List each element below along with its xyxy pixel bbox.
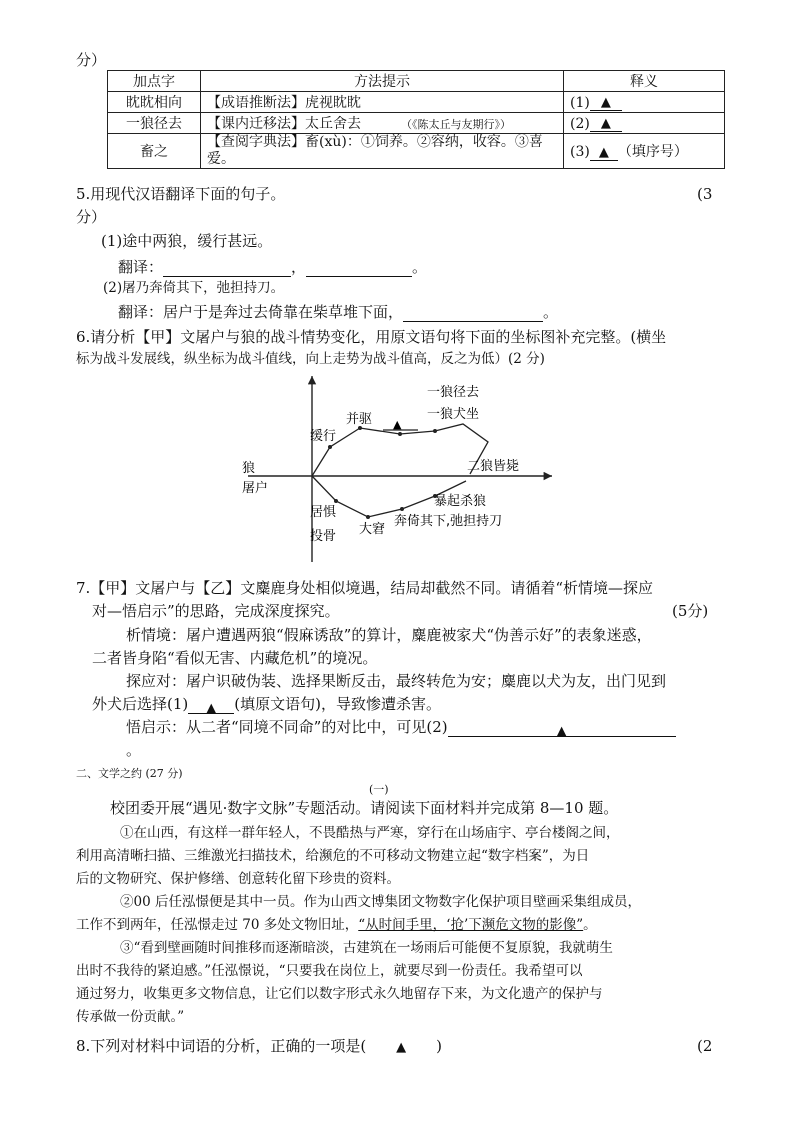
- q6-stem-cont: 标为战斗发展线，纵坐标为战斗值线，向上走势为战斗值高，反之为低）(2 分): [76, 351, 545, 367]
- word-cell: 畜之: [108, 134, 201, 169]
- answer-blank[interactable]: [403, 305, 543, 322]
- label-juju: 居惧: [310, 505, 337, 520]
- q7-line-4: 二者皆身陷“看似无害、内藏危机”的境况。: [92, 649, 378, 667]
- q7-line-2: 对—悟启示”的思路，完成深度探究。: [92, 602, 340, 620]
- passage-p3-line4: 传承做一份贡献。”: [76, 1009, 185, 1025]
- table-header: 方法提示: [201, 71, 564, 92]
- q7-score: (5分): [672, 602, 709, 620]
- answer-mark: ▲: [600, 115, 611, 131]
- table-row: [108, 113, 725, 134]
- table-header: 释义: [564, 71, 725, 92]
- source-note: （《陈太丘与友期行》）: [401, 118, 511, 131]
- wolf-label: 狼: [242, 461, 256, 476]
- section-subtitle: (一): [369, 783, 389, 796]
- passage-p2-line2: 工作不到两年，任泓憬走过 70 多处文物旧址，“从时间手里，‘抢’下濒危文物的影像”。: [76, 917, 597, 933]
- q7-line-3: 析情境：屠户遭遇两狼“假麻诱敌”的算计，麋鹿被家犬“伪善示好”的表象迷惑，: [126, 626, 652, 644]
- answer-blank[interactable]: [163, 260, 291, 277]
- method-cell: 【课内迁移法】太丘舍去 （《陈太丘与友期行》）: [201, 113, 564, 134]
- passage-p3-line1: ③“看到壁画随时间推移而逐渐暗淡，古建筑在一场雨后可能便不复原貌，我就萌生: [120, 940, 613, 956]
- q8-mark: ▲: [396, 1040, 407, 1055]
- underlined-quote: “从时间手里，‘抢’下濒危文物的影像”: [358, 917, 584, 933]
- answer-mark: ▲: [598, 145, 609, 160]
- answer-blank[interactable]: [306, 260, 412, 277]
- table-header: 加点字: [108, 71, 201, 92]
- data-point: [433, 429, 437, 433]
- q5-score: (3: [697, 185, 713, 203]
- passage-p1-line1: ①在山西，有这样一群年轻人，不畏酷热与严寒，穿行在山场庙宇、亭台楼阁之间，: [120, 825, 620, 841]
- q5-score-cont: 分）: [76, 208, 107, 226]
- butcher-label: 屠户: [242, 481, 269, 496]
- passage-p3-line3: 通过努力，收集更多文物信息，让它们以数字形式永久地留存下来，为文化遗产的保护与: [76, 986, 603, 1002]
- answer-mark: ▲: [600, 94, 611, 110]
- q4-table: [107, 70, 725, 169]
- graph-mark: ▲: [393, 418, 402, 431]
- battle-coordinate-diagram: [238, 372, 558, 564]
- data-point: [398, 432, 402, 436]
- section-title: 二、文学之约 (27 分): [76, 767, 183, 780]
- q7-line-8: 。: [126, 741, 142, 759]
- label-bi: 二狼皆毙: [467, 459, 520, 474]
- table-row: [108, 92, 725, 113]
- q5-answer-2: 翻译：居户于是奔过去倚靠在柴草堆下面， 。: [118, 303, 559, 321]
- q5-stem: 5.用现代汉语翻译下面的句子。: [76, 185, 286, 203]
- data-point: [334, 499, 338, 503]
- label-jingqu: 一狼径去: [427, 385, 480, 400]
- method-cell: 【成语推断法】虎视眈眈: [201, 92, 564, 113]
- passage-p3-line2: 出时不我待的紧迫感。”任泓憬说，“只要我在岗位上，就要尽到一份责任。我希望可以: [76, 963, 583, 979]
- passage-p2-line1: ②00 后任泓憬便是其中一员。作为山西文博集团文物数字化保护项目壁画采集组成员，: [120, 894, 641, 910]
- label-tougu: 投骨: [310, 529, 337, 544]
- data-point: [400, 507, 404, 511]
- q5-sentence-1: (1)途中两狼，缓行甚远。: [101, 232, 273, 250]
- data-point: [366, 515, 370, 519]
- q7-line-5: 探应对：屠户识破伪装、选择果断反击，最终转危为安；麋鹿以犬为友，出门见到: [126, 672, 667, 690]
- q4-lead: 分）: [76, 51, 107, 69]
- label-baoqi: 暴起杀狼: [434, 494, 487, 509]
- label-huanxing: 缓行: [310, 429, 337, 444]
- q7-line-7: 悟启示：从二者“同境不同命”的对比中，可见(2) ▲: [126, 717, 676, 737]
- word-cell: 眈眈相向: [108, 92, 201, 113]
- q8-stem: 8.下列对材料中词语的分析，正确的一项是( ▲ ): [76, 1036, 442, 1058]
- label-dajiong: 大窘: [359, 522, 386, 537]
- data-point: [328, 445, 332, 449]
- q6-stem: 6.请分析【甲】文屠户与狼的战斗情势变化，用原文语句将下面的坐标图补充完整。(横坐: [76, 328, 667, 346]
- answer-blank[interactable]: ▲: [188, 697, 234, 714]
- q5-sentence-2: (2)屠乃奔倚其下，弛担持刀。: [103, 280, 285, 296]
- answer-cell: (3) ▲ （填序号）: [564, 134, 725, 169]
- answer-blank[interactable]: ▲: [448, 720, 676, 737]
- answer-cell: (2) ▲: [564, 113, 725, 134]
- label-benyi: 奔倚其下,弛担持刀: [394, 514, 503, 529]
- method-cell: 【查阅字典法】畜(xù)：①饲养。②容纳，收容。③喜 爱。: [201, 134, 564, 169]
- passage-p1-line2: 利用高清晰扫描、三维激光扫描技术，给濒危的不可移动文物建立起“数字档案”，为日: [76, 848, 590, 864]
- section-intro: 校团委开展“遇见·数字文脉”专题活动。请阅读下面材料并完成第 8—10 题。: [110, 799, 619, 817]
- q7-line-1: 7.【甲】文屠户与【乙】文麋鹿身处相似境遇，结局却截然不同。请循着“析情境—探应: [76, 579, 653, 597]
- wolf-line: [312, 424, 488, 476]
- label-quanzuo: 一狼犬坐: [427, 407, 480, 422]
- answer-cell: (1) ▲: [564, 92, 725, 113]
- q8-score: (2: [697, 1037, 713, 1055]
- q5-answer-1: 翻译： ， 。: [118, 258, 428, 276]
- word-cell: 一狼径去: [108, 113, 201, 134]
- passage-p1-line3: 后的文物研究、保护修缮、创意转化留下珍贵的资料。: [76, 871, 400, 887]
- q7-line-6: 外犬后选择(1) ▲ (填原文语句)，导致惨遭杀害。: [92, 695, 441, 716]
- label-bingqu: 并驱: [346, 412, 373, 427]
- table-row: [108, 134, 725, 169]
